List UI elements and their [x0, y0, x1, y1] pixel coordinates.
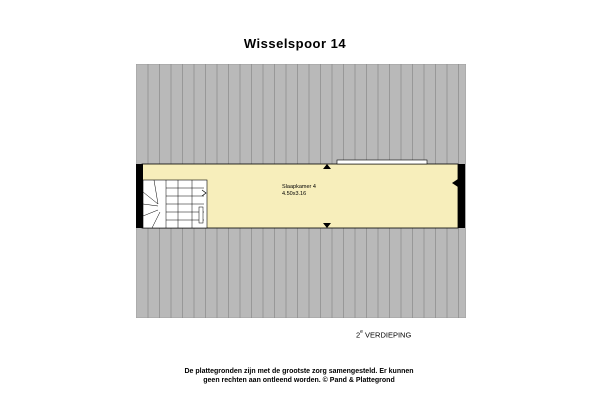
roof-window	[337, 160, 427, 164]
floor-number: 2	[356, 330, 361, 340]
room-label	[282, 184, 316, 198]
floor-level-label	[356, 330, 411, 340]
room-name: Slaapkamer 4	[282, 184, 316, 190]
wall-right	[458, 164, 465, 228]
disclaimer-line-2: geen rechten aan ontleend worden. © Pand & Plattegrond	[203, 377, 395, 384]
floor-suffix: e	[360, 329, 363, 335]
room-dimensions: 4.50x3.16	[282, 191, 307, 197]
plan-title: Wisselspoor 14	[243, 36, 347, 51]
stair-railing	[199, 207, 203, 223]
disclaimer	[0, 367, 598, 385]
floor-plan	[136, 64, 466, 318]
wall-left	[136, 164, 143, 228]
floor-name: VERDIEPING	[365, 330, 412, 340]
disclaimer-line-1: De plattegronden zijn met de grootste zorg samengesteld. Er kunnen	[184, 368, 414, 375]
